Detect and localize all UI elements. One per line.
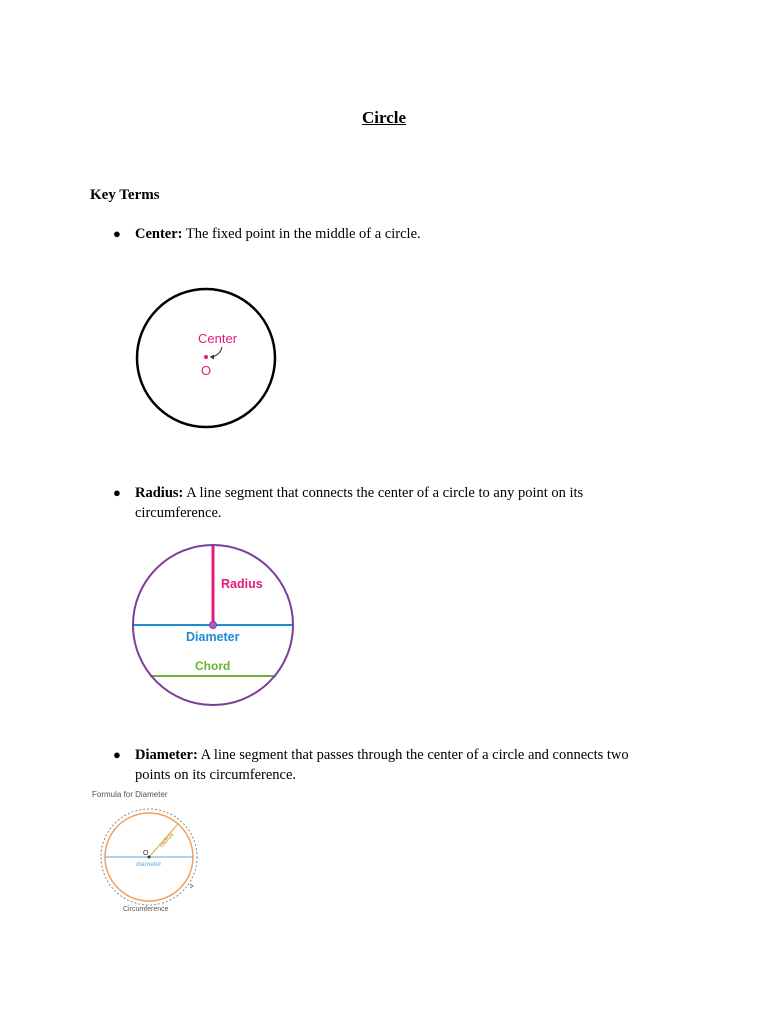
term-definition: A line segment that connects the center of a circle to any point on its circumference. [135, 485, 584, 521]
center-label: O [143, 850, 149, 857]
radius-label: Radius [221, 577, 263, 591]
center-arrow-icon [210, 347, 222, 357]
center-point [210, 622, 217, 629]
page-title: Circle [361, 108, 407, 127]
center-point [204, 355, 208, 359]
diameter-label: Diameter [186, 630, 240, 644]
term-label: Radius: [135, 485, 184, 501]
term-label: Diameter: [135, 747, 198, 763]
center-label: Center [198, 331, 238, 346]
term-definition: A line segment that passes through the center of a circle and connects two points on its circumference. [135, 747, 629, 783]
arrowhead-icon [210, 355, 214, 360]
section-heading: Key Terms [90, 187, 160, 203]
diameter-label: diameter [136, 861, 162, 868]
bullet-icon: ● [113, 226, 121, 241]
bullet-icon: ● [113, 485, 121, 500]
chord-label: Chord [195, 659, 231, 673]
diameter-diagram [90, 788, 220, 916]
term-definition: The fixed point in the middle of a circle. [185, 226, 421, 242]
bullet-icon: ● [113, 747, 121, 762]
radius-label: radius [158, 831, 176, 850]
center-diagram [132, 284, 282, 434]
circumference-label: Circumference [123, 906, 169, 913]
radius-diagram [128, 538, 298, 713]
figure-caption: Formula for Diameter [92, 790, 168, 799]
term-label: Center: [135, 226, 183, 242]
center-point-label: O [201, 363, 212, 378]
arrow-icon [190, 884, 193, 888]
